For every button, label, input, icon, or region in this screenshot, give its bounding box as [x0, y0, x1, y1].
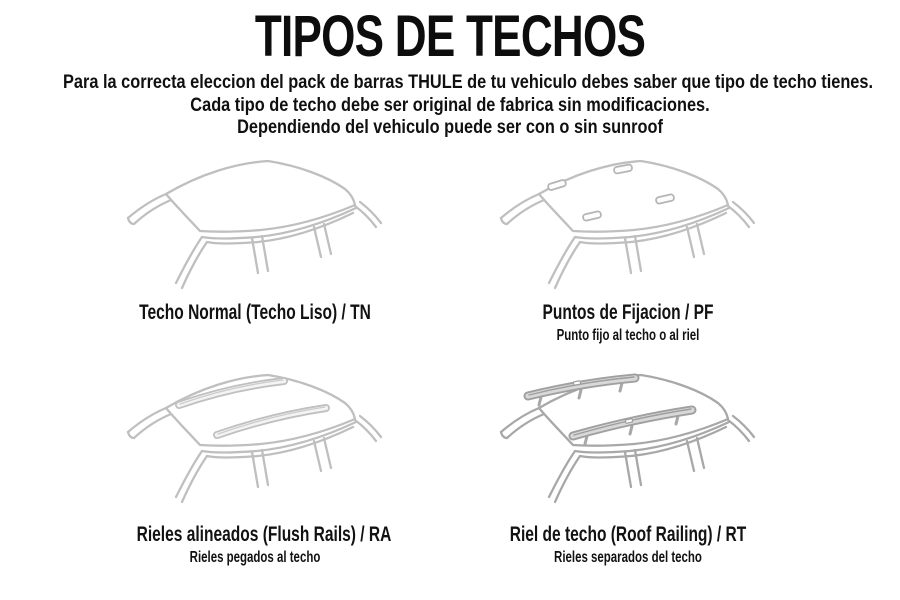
- intro-line-1: Para la correcta eleccion del pack de barras THULE de tu vehiculo debes saber que tipo de techo tienes.: [63, 72, 874, 93]
- raised-roof-railing-icon: [473, 364, 783, 514]
- intro-line-2: Cada tipo de techo debe ser original de fabrica sin modificaciones.: [190, 94, 710, 116]
- flush-rails: [179, 380, 326, 435]
- intro-line-3: Dependiendo del vehiculo puede ser con o sin sunroof: [237, 117, 663, 138]
- roof-type-card-ra: [95, 364, 415, 568]
- roof-type-sublabel-pf: Punto fijo al techo o al riel: [556, 327, 700, 344]
- page-title: TIPOS DE TECHOS: [254, 4, 646, 69]
- intro-text: [0, 72, 900, 140]
- roof-type-label-rt: Riel de techo (Roof Railing) / RT: [509, 523, 747, 546]
- roof-type-label-ra: Rieles alineados (Flush Rails) / RA: [136, 523, 392, 546]
- fixation-pads: [547, 164, 674, 221]
- roof-type-sublabel-rt: Rieles separados del techo: [554, 549, 702, 566]
- flush-rails-roof-icon: [100, 364, 410, 514]
- plain-roof-icon: [100, 150, 410, 300]
- roof-type-card-tn: [95, 150, 415, 326]
- roof-type-label-tn: Techo Normal (Techo Liso) / TN: [139, 301, 371, 324]
- fixation-points-roof-icon: [473, 150, 783, 300]
- roof-type-label-pf: Puntos de Fijacion / PF: [542, 301, 714, 324]
- roof-type-card-pf: [468, 150, 788, 346]
- raised-rails: [528, 377, 692, 444]
- roof-type-card-rt: [468, 364, 788, 568]
- roof-type-sublabel-ra: Rieles pegados al techo: [189, 549, 321, 566]
